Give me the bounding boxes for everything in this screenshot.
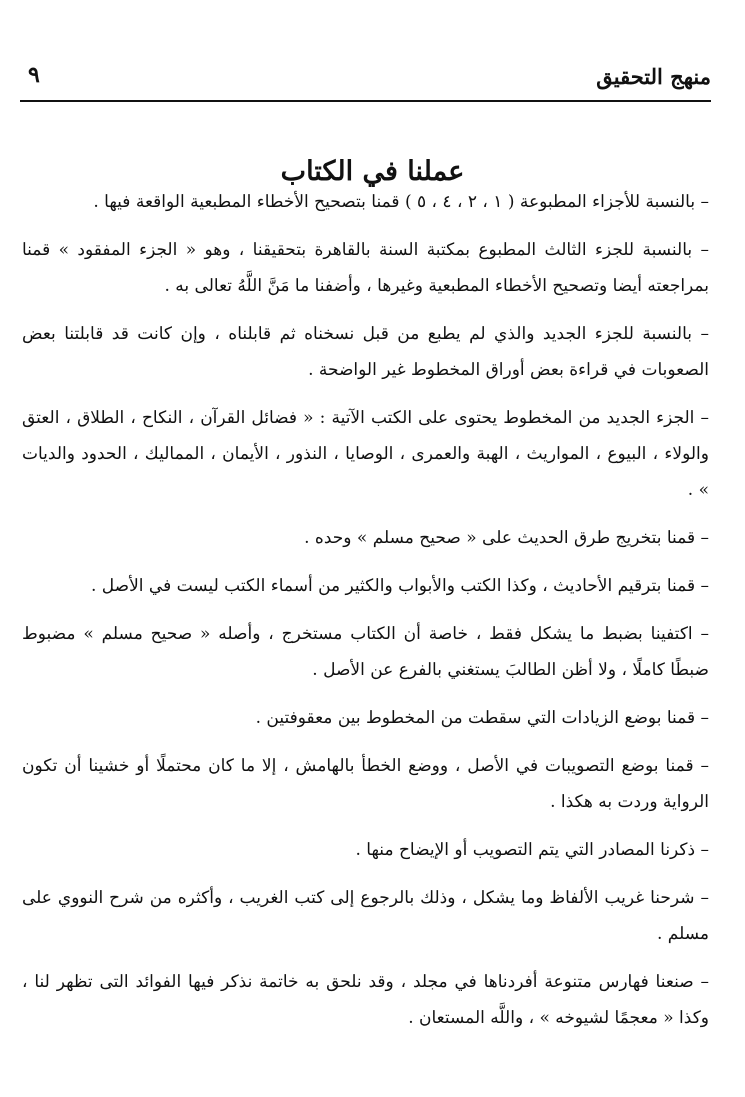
paragraph-printed-parts: – بالنسبة للأجزاء المطبوعة ( ١ ، ٢ ، ٤ ، ٥ ) قمنا بتصحيح الأخطاء المطبعية الواقعة فيها . — [93, 192, 709, 212]
paragraph-hadith-takhrij: – قمنا بتخريج طرق الحديث على « صحيح مسلم » وحده . — [304, 528, 709, 548]
paragraph-vocabulary: – شرحنا غريب الألفاظ وما يشكل ، وذلك بالرجوع إلى كتب الغريب ، وأكثره من شرح النووي على مسلم . — [22, 888, 709, 944]
paragraph-indexes: – صنعنا فهارس متنوعة أفردناها في مجلد ، وقد نلحق به خاتمة نذكر فيها الفوائد التى تظهر لنا ، وكذا « معجمًا لشيوخه » ، واللَّه المستعان . — [22, 972, 709, 1028]
paragraph-new-part: – بالنسبة للجزء الجديد والذي لم يطبع من قبل نسخناه ثم قابلناه ، وإن كانت قد قابلتنا بعض الصعوبات في قراءة بعض أوراق المخطوط غير الواضحة . — [22, 324, 709, 380]
paragraph-sources: – ذكرنا المصادر التي يتم التصويب أو الإيضاح منها . — [355, 840, 709, 860]
page-number: ٩ — [28, 62, 40, 88]
paragraph-vocalization: – اكتفينا بضبط ما يشكل فقط ، خاصة أن الكتاب مستخرج ، وأصله « صحيح مسلم » مضبوط ضبطًا كاملًا ، ولا أظن الطالبَ يستغني بالفرع عن الأصل . — [22, 624, 709, 680]
paragraph-corrections: – قمنا بوضع التصويبات في الأصل ، ووضع الخطأ بالهامش ، إلا ما كان محتملًا أو خشينا أن تكون الرواية وردت به هكذا . — [22, 756, 709, 812]
paragraph-numbering: – قمنا بترقيم الأحاديث ، وكذا الكتب والأبواب والكثير من أسماء الكتب ليست في الأصل . — [90, 576, 709, 596]
running-header — [20, 58, 711, 98]
paragraph-additions: – قمنا بوضع الزيادات التي سقطت من المخطوط بين معقوفتين . — [255, 708, 709, 728]
paragraph-third-part: – بالنسبة للجزء الثالث المطبوع بمكتبة السنة بالقاهرة بتحقيقنا ، وهو « الجزء المفقود » قمنا بمراجعته أيضا وتصحيح الأخطاء المطبعية وغيرها ، وأضفنا ما مَنَّ اللَّهُ تعالى به . — [22, 240, 709, 296]
running-title: منهج التحقيق — [596, 64, 711, 89]
section-title: عملنا في الكتاب — [280, 156, 465, 188]
paragraph-manuscript-contents: – الجزء الجديد من المخطوط يحتوى على الكتب الآتية : « فضائل القرآن ، النكاح ، الطلاق ، العتق والولاء ، البيوع ، المواريث ، الهبة والعمرى ، الوصايا ، النذور ، الأيمان ، المماليك ، الحدود والديات » . — [22, 408, 709, 500]
body-text — [22, 184, 709, 1048]
header-divider — [20, 100, 711, 102]
